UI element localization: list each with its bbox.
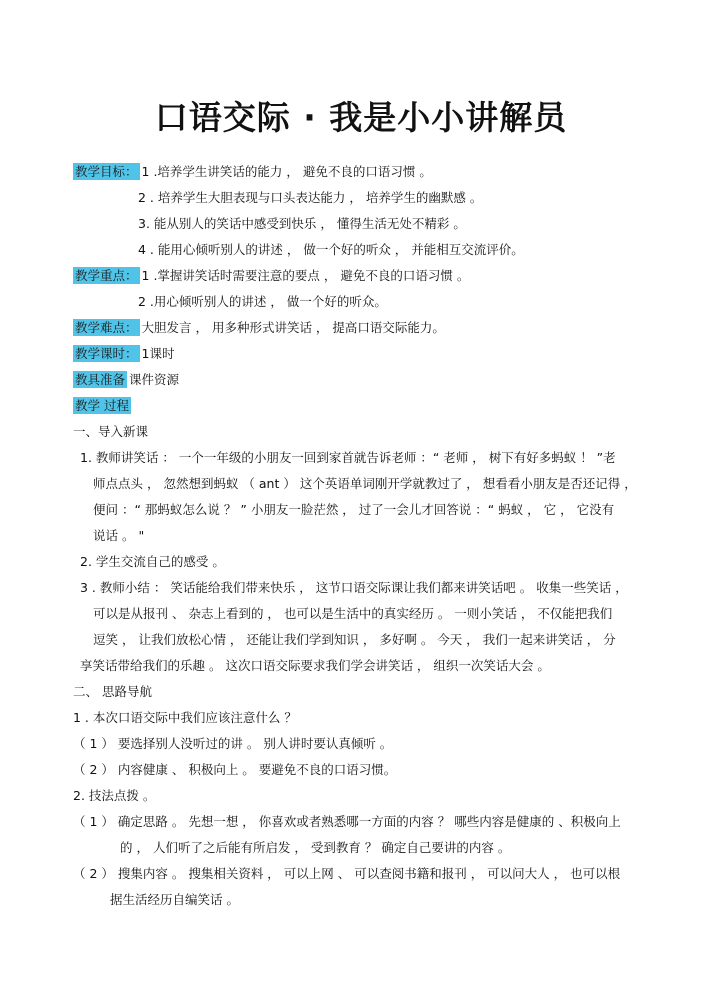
keypoint-item: 1 .掌握讲笑话时需要注意的要点 ， 避免不良的口语习惯 。 (141, 268, 470, 283)
section1-line: 2. 学生交流自己的感受 。 (80, 554, 225, 569)
materials-row (73, 371, 179, 389)
objectives-label: 教学目标： (75, 164, 138, 179)
materials-text: 课件资源 (129, 372, 180, 387)
section1-line: 师点点头 ， 忽然想到蚂蚁 （ ant ） 这个英语单词刚开学就教过了 ， 想看看小朋友是否还记得 ， (93, 476, 637, 491)
section2-line: 1 . 本次口语交际中我们应该注意什么 ？ (73, 710, 297, 725)
keypoint-item: 2 .用心倾听别人的讲述 ， 做一个好的听众。 (138, 294, 387, 309)
section2-heading: 二、 思路导航 (73, 684, 152, 699)
difficulty-text: 大胆发言 ， 用多种形式讲笑话 ， 提高口语交际能力。 (141, 320, 445, 335)
materials-label: 教具准备 (75, 372, 126, 387)
page-title: 口语交际 · 我是小小讲解员 (154, 98, 568, 137)
section1-line: 1. 教师讲笑话 ： 一个一年级的小朋友一回到家首就告诉老师 ：“ 老师 ， 树下有好多蚂蚁 ！ ”老 (80, 450, 616, 465)
section2-line: 2. 技法点拨 。 (73, 788, 156, 803)
difficulty-row (73, 319, 445, 337)
keypoints-row (73, 267, 469, 285)
hours-text: 1课时 (141, 346, 175, 361)
section1-line: 说话 。 " (93, 528, 145, 543)
objective-item: 2 . 培养学生大胆表现与口头表达能力 ， 培养学生的幽默感 。 (138, 190, 483, 205)
section1-line: 便问 ：“ 那蚂蚁怎么说 ？ ” 小朋友一脸茫然 ， 过了一会儿才回答说 ：“ 蚂蚁 ， 它 ， 它没有 (93, 502, 615, 517)
objective-item: 3. 能从别人的笑话中感受到快乐 ， 懂得生活无处不精彩 。 (138, 216, 466, 231)
section2-line: 的 ， 人们听了之后能有所启发 ， 受到教育 ？ 确定自己要讲的内容 。 (120, 840, 511, 855)
section1-heading: 一、导入新课 (73, 424, 149, 439)
process-row (73, 397, 133, 415)
section2-line: 据生活经历自编笑话 。 (110, 892, 239, 907)
objectives-row (73, 163, 432, 181)
objective-item: 4 . 能用心倾听别人的讲述 ， 做一个好的听众 ， 并能相互交流评价。 (138, 242, 524, 257)
section1-line: 可以是从报刊 、 杂志上看到的 ， 也可以是生活中的真实经历 。 一则小笑话 ， 不仅能把我们 (93, 606, 613, 621)
section1-line: 3 . 教师小结 ： 笑话能给我们带来快乐 ， 这节口语交际课让我们都来讲笑话吧 。 收集一些笑话 ， (80, 580, 628, 595)
section1-line: 逗笑 ， 让我们放松心情 ， 还能让我们学到知识 ， 多好啊 。 今天 ， 我们一起来讲笑话 ， 分 (93, 632, 616, 647)
section2-line: （ 2 ） 内容健康 、 积极向上 。 要避免不良的口语习惯。 (73, 762, 397, 777)
process-label: 教学 过程 (75, 398, 129, 413)
hours-label: 教学课时： (75, 346, 138, 361)
objective-item: 1 .培养学生讲笑话的能力 ， 避免不良的口语习惯 。 (141, 164, 432, 179)
hours-row (73, 345, 174, 363)
difficulty-label: 教学难点： (75, 320, 138, 335)
keypoints-label: 教学重点： (75, 268, 138, 283)
section2-line: （ 1 ） 确定思路 。 先想一想 ， 你喜欢或者熟悉哪一方面的内容 ？ 哪些内容是健康的 、积极向上 (73, 814, 621, 829)
section2-line: （ 1 ） 要选择别人没听过的讲 。 别人讲时要认真倾听 。 (73, 736, 393, 751)
section2-line: （ 2 ） 搜集内容 。 搜集相关资料 ， 可以上网 、 可以查阅书籍和报刊 ， 可以问大人 ， 也可以根 (73, 866, 621, 881)
section1-line: 享笑话带给我们的乐趣 。 这次口语交际要求我们学会讲笑话 ， 组织一次笑话大会 。 (80, 658, 550, 673)
